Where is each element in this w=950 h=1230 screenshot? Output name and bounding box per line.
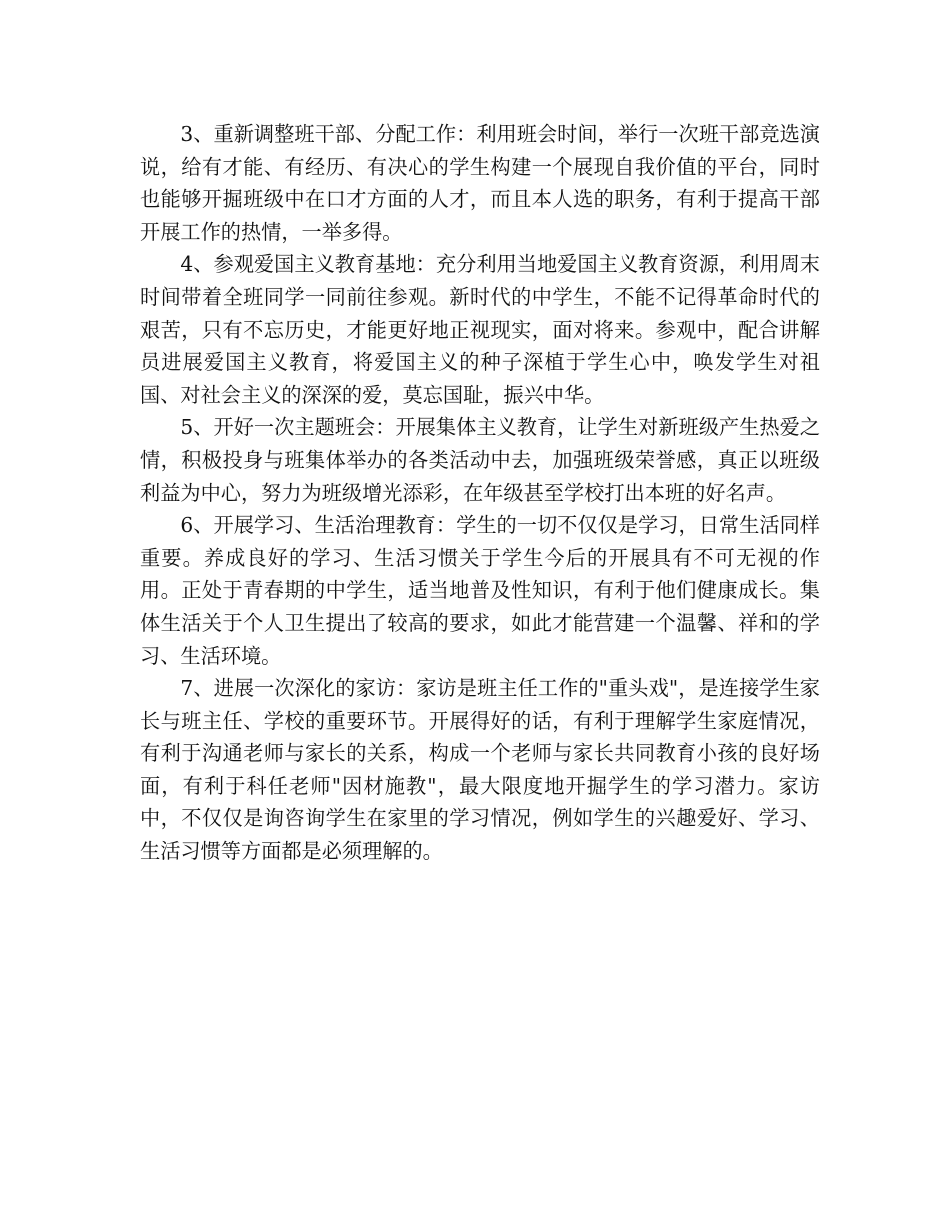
paragraph-item-7: 7、进展一次深化的家访：家访是班主任工作的"重头戏"，是连接学生家长与班主任、学校的重要环节。开展得好的话，有利于理解学生家庭情况，有利于沟通老师与家长的关系，构成一个老师与家长共同教育小孩的良好场面，有利于科任老师"因材施教"，最大限度地开掘学生的学习潜力。家访中，不仅仅是询咨询学生在家里的学习情况，例如学生的兴趣爱好、学习、生活习惯等方面都是必须理解的。: [140, 676, 820, 864]
paragraph-item-3: 3、重新调整班干部、分配工作：利用班会时间，举行一次班干部竞选演说，给有才能、有经历、有决心的学生构建一个展现自我价值的平台，同时也能够开掘班级中在口才方面的人才，而且本人选的职务，有利于提高干部开展工作的热情，一举多得。: [140, 122, 820, 244]
paragraph-item-5: 5、开好一次主题班会：开展集体主义教育，让学生对新班级产生热爱之情，积极投身与班集体举办的各类活动中去，加强班级荣誉感，真正以班级利益为中心，努力为班级增光添彩，在年级甚至学校打出本班的好名声。: [140, 415, 820, 505]
paragraph-item-6: 6、开展学习、生活治理教育：学生的一切不仅仅是学习，日常生活同样重要。养成良好的学习、生活习惯关于学生今后的开展具有不可无视的作用。正处于青春期的中学生，适当地普及性知识，有利于他们健康成长。集体生活关于个人卫生提出了较高的要求，如此才能营建一个温馨、祥和的学习、生活环境。: [140, 513, 820, 668]
paragraph-item-4: 4、参观爱国主义教育基地：充分利用当地爱国主义教育资源，利用周末时间带着全班同学一同前往参观。新时代的中学生，不能不记得革命时代的艰苦，只有不忘历史，才能更好地正视现实，面对将来。参观中，配合讲解员进展爱国主义教育，将爱国主义的种子深植于学生心中，唤发学生对祖国、对社会主义的深深的爱，莫忘国耻，振兴中华。: [140, 252, 820, 407]
document-body: [140, 118, 820, 868]
